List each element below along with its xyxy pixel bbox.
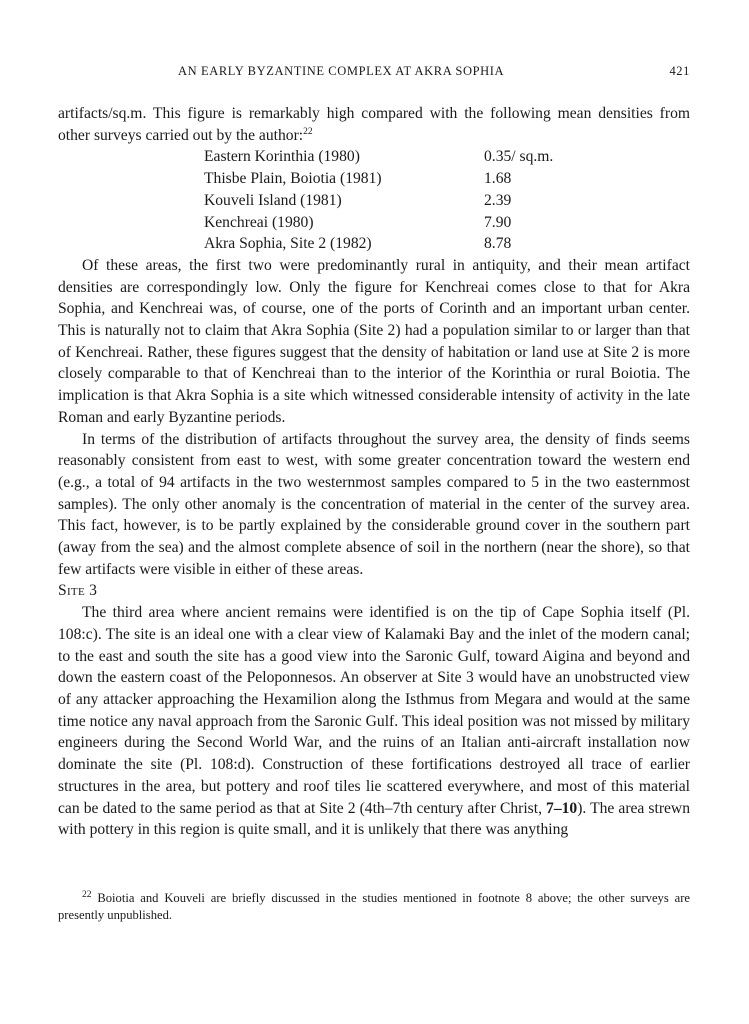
footnote-number: 22	[82, 889, 92, 900]
page-number: 421	[669, 64, 690, 78]
density-value: 8.78	[484, 235, 512, 253]
survey-area: Akra Sophia, Site 2 (1982)	[204, 235, 372, 253]
density-value: 7.90	[484, 213, 512, 231]
paragraph: In terms of the distribution of artifacts throughout the survey area, the density of finds seems reasonably consistent from east to west, with some greater concentration toward the western end (e.g., a total of 94 artifacts in the two westernmost samples compared to 5 in the two easternmost samples). The only other anomaly is the concentration of material in the center of the survey area. This fact, however, is to be partly explained by the considerable ground cover in the southern part (away from the sea) and the almost complete absence of soil in the northern (near the shore), so that few artifacts were visible in either of these areas.	[58, 430, 690, 578]
paragraph: artifacts/sq.m. This figure is remarkably high compared with the following mean densities from other surveys carried out by the author:$^{22}$	[58, 105, 690, 144]
figure-reference: 7–10	[546, 799, 578, 817]
section-heading: Site 3	[58, 582, 98, 600]
paragraph: Of these areas, the first two were predominantly rural in antiquity, and their mean artifact densities are correspondingly low. Only the figure for Kenchreai comes close to that for Akra Sophia, and Kenchreai was, of course, one of the ports of Corinth and an important urban center. This is naturally not to claim that Akra Sophia (Site 2) had a population similar to or larger than that of Kenchreai. Rather, these figures suggest that the density of habitation or land use at Site 2 is more closely comparable to that of Kenchreai than to the interior of the Korinthia or rural Boiotia. The implication is that Akra Sophia is a site which witnessed considerable intensity of activity in the late Roman and early Byzantine periods.	[58, 256, 690, 426]
paragraph: The third area where ancient remains were identified is on the tip of Cape Sophia itself (Pl. 108:c). The site is an ideal one with a clear view of Kalamaki Bay and the inlet of the modern canal; to the east and south the site has a good view into the Saronic Gulf, toward Aigina and beyond and down the eastern coast of the Peloponnesos. An observer at Site 3 would have an unobstructed view of any attacker approaching the Hexamilion along the Isthmus from Megara and would at the same time notice any naval approach from the Saronic Gulf. This ideal position was not missed by military engineers during the Second World War, and the ruins of an Italian anti-aircraft installation now dominate the site (Pl. 108:d). Construction of these fortifications destroyed all trace of earlier structures in the area, but pottery and roof tiles lie scattered everywhere, and most of this material can be dated to the same period as that at Site 2 (4th–7th century after Christ, 7–10). The area strewn with pottery in this region is quite small, and it is unlikely that there was anything	[58, 604, 690, 839]
footnote-ref: 22	[303, 126, 313, 137]
main-text	[58, 103, 690, 841]
footnote: $^{22}$ Boiotia and Kouveli are briefly discussed in the studies mentioned in footnote 8 above; the other surveys are presently unpublished.	[58, 889, 690, 922]
density-value: 0.35/ sq.m.	[484, 148, 554, 166]
running-title: AN EARLY BYZANTINE COMPLEX AT AKRA SOPHIA	[178, 64, 505, 78]
density-value: 1.68	[484, 170, 512, 188]
density-table	[204, 146, 553, 255]
density-row	[204, 146, 553, 168]
survey-area: Thisbe Plain, Boiotia (1981)	[204, 170, 382, 188]
survey-area: Eastern Korinthia (1980)	[204, 148, 360, 166]
footnotes	[58, 890, 690, 924]
density-value: 2.39	[484, 191, 512, 209]
density-row	[204, 168, 553, 190]
survey-area: Kenchreai (1980)	[204, 213, 314, 231]
density-row	[204, 190, 553, 212]
density-row	[204, 212, 553, 234]
survey-area: Kouveli Island (1981)	[204, 191, 342, 209]
density-row	[204, 233, 553, 255]
